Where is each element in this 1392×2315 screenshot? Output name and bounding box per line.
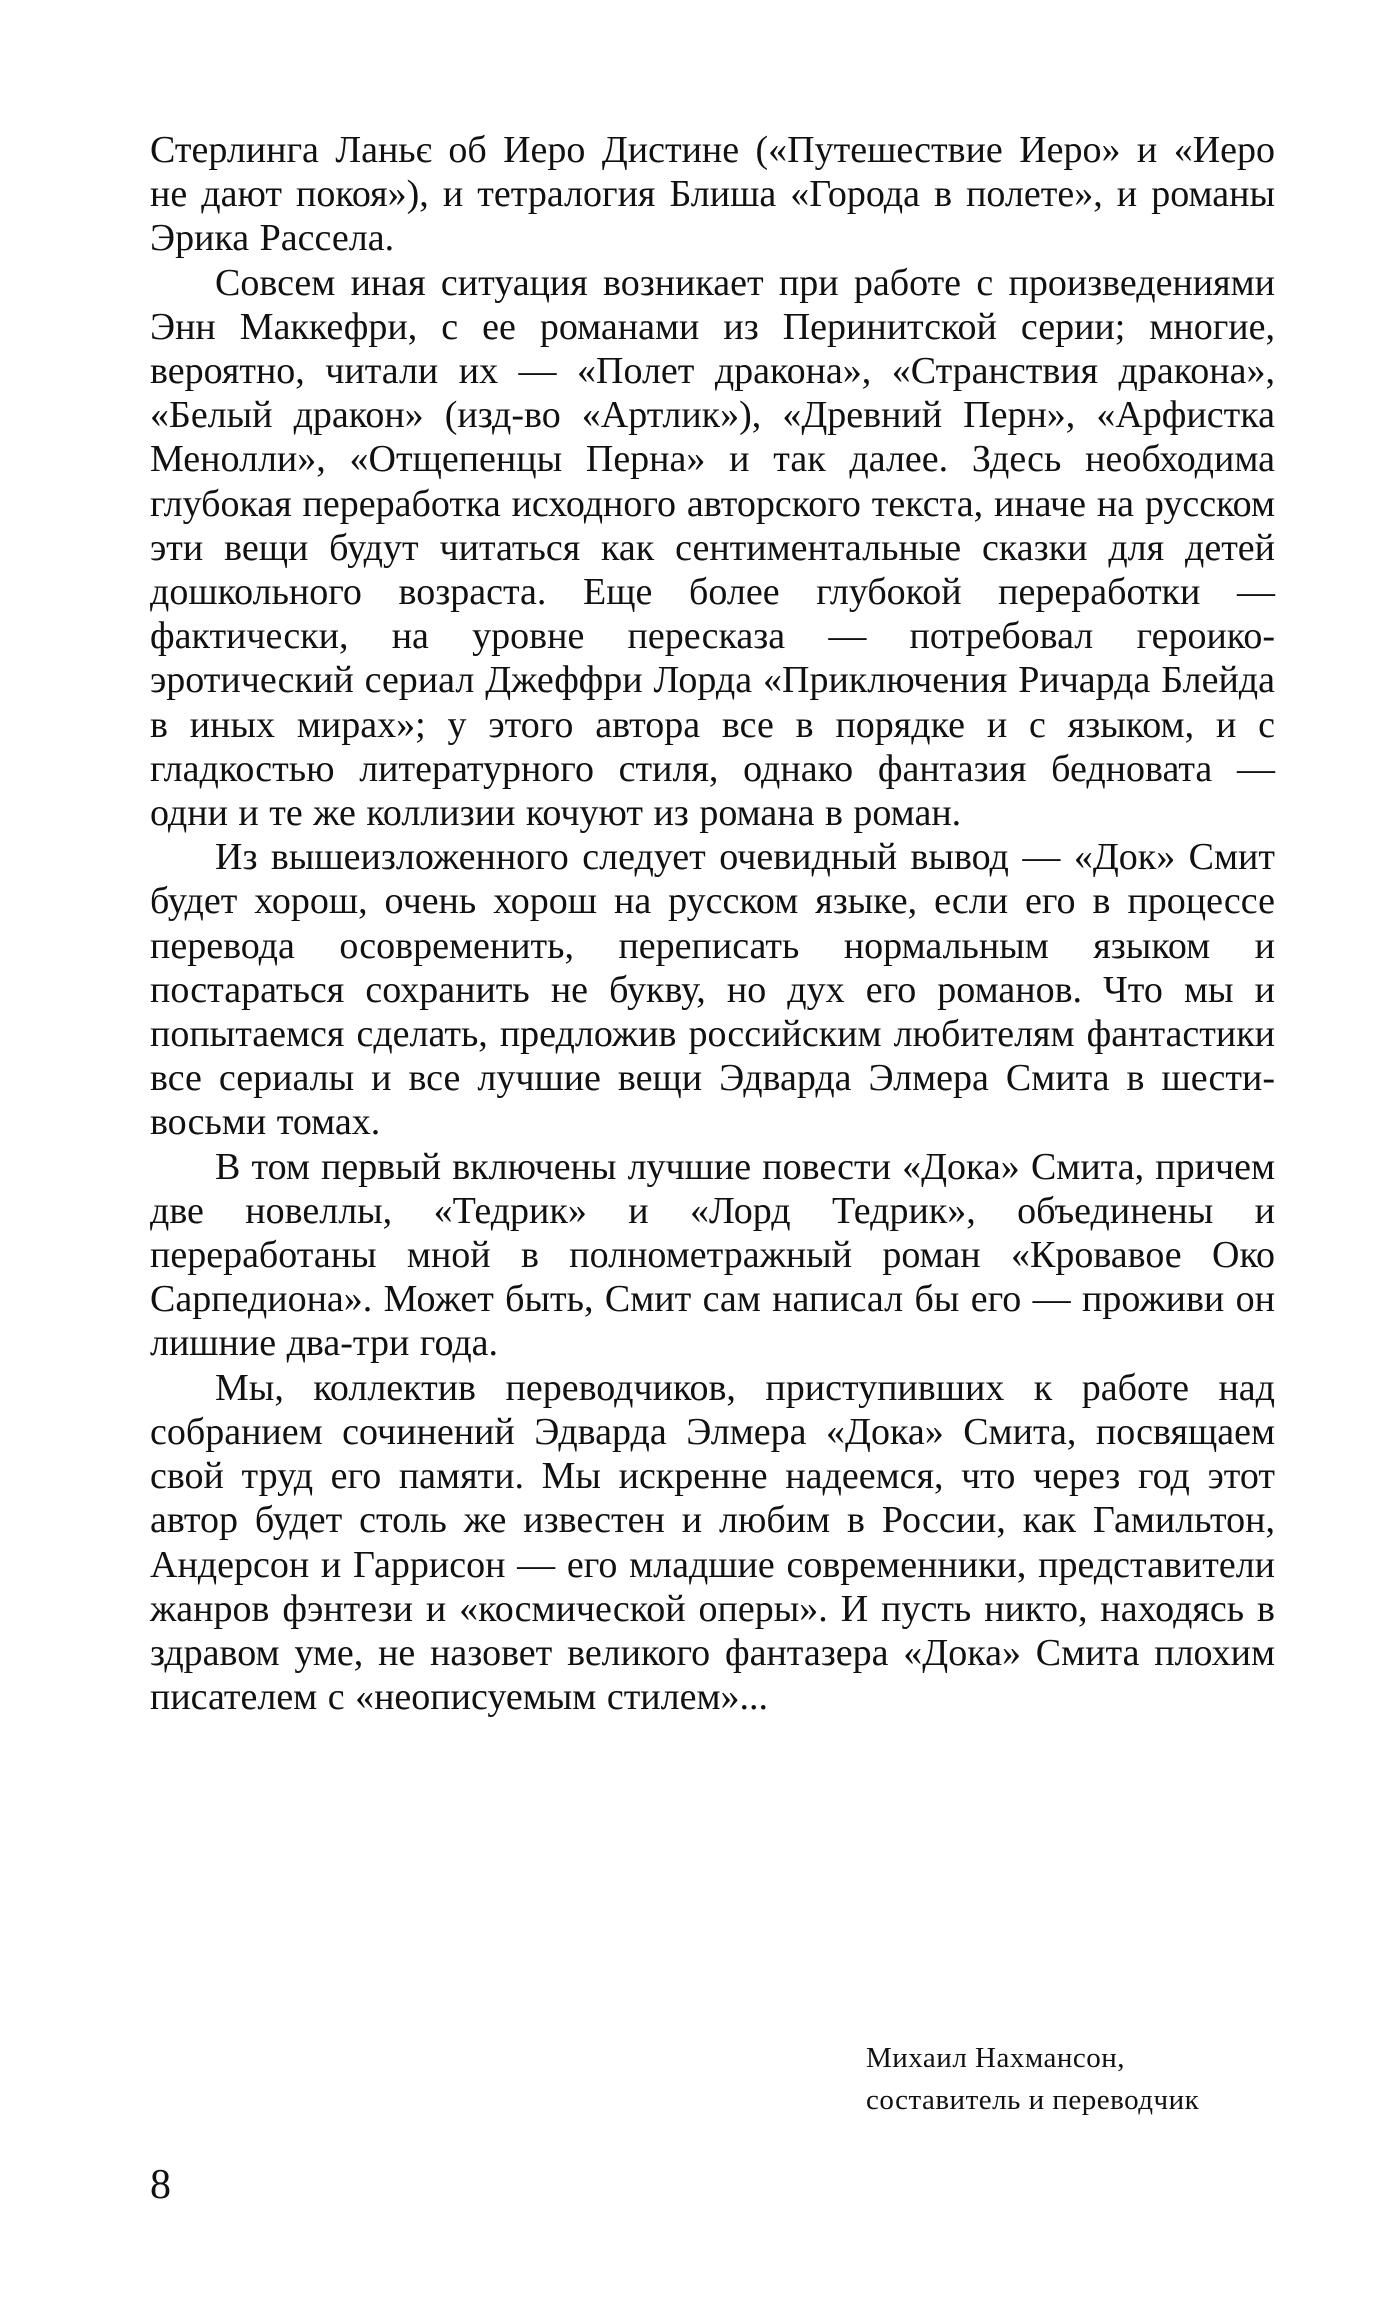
paragraph-continuation: Стерлинга Ланьє об Иеро Дистине («Путешествие Иеро» и «Иеро не дают покоя»), и тетралогия Блиша «Города в полете», и романы Эрика Рассела. [150, 129, 1275, 260]
paragraph-mccaffrey: Совсем иная ситуация возникает при работе с произведениями Энн Маккефри, с ее романами из Перинитской серии; многие, вероятно, читали их — «Полет дракона», «Странствия дракона», «Белый дракон» (изд-во «Артлик»), «Древний Перн», «Арфистка Менолли», «Отщепенцы Перна» и так далее. Здесь необходима глубокая переработка исходного авторского текста, иначе на русском эти вещи будут читаться как сентиментальные сказки для детей дошкольного возраста. Еще более глубокой переработки — фактически, на уровне пересказа — потребовал героико-эротический сериал Джеффри Лорда «Приключения Ричарда Блейда в иных мирах»; у этого автора все в порядке и с языком, и с гладкостью литературного стиля, однако фантазия бедновата — одни и те же коллизии кочуют из романа в роман. [150, 261, 1275, 835]
signature-role: составитель и переводчик [866, 2084, 1200, 2116]
paragraph-conclusion: Из вышеизложенного следует очевидный вывод — «Док» Смит будет хорош, очень хорош на русском языке, если его в процессе перевода осовременить, переписать нормальным языком и постараться сохранить не букву, но дух его романов. Что мы и попытаемся сделать, предложив российским любителям фантастики все сериалы и все лучшие вещи Эдварда Элмера Смита в шести-восьми томах. [150, 836, 1275, 1144]
author-signature [866, 2037, 1286, 2121]
paragraph-dedication: Мы, коллектив переводчиков, приступивших к работе над собранием сочинений Эдварда Элмера «Дока» Смита, посвящаем свой труд его памяти. Мы искренне надеемся, что через год этот автор будет столь же известен и любим в России, как Гамильтон, Андерсон и Гаррисон — его младшие современники, представители жанров фэнтези и «космической оперы». И пусть никто, находясь в здравом уме, не назовет великого фантазера «Дока» Смита плохим писателем с «неописуемым стилем»... [150, 1366, 1275, 1719]
body-text [150, 128, 1275, 1719]
signature-name: Михаил Нахмансон, [866, 2042, 1126, 2074]
paragraph-first-volume: В том первый включены лучшие повести «Дока» Смита, причем две новеллы, «Тедрик» и «Лорд Тедрик», объединены и переработаны мной в полнометражный роман «Кровавое Око Сарпедиона». Может быть, Смит сам написал бы его — проживи он лишние два-три года. [150, 1145, 1275, 1365]
page-number: 8 [150, 2162, 171, 2208]
